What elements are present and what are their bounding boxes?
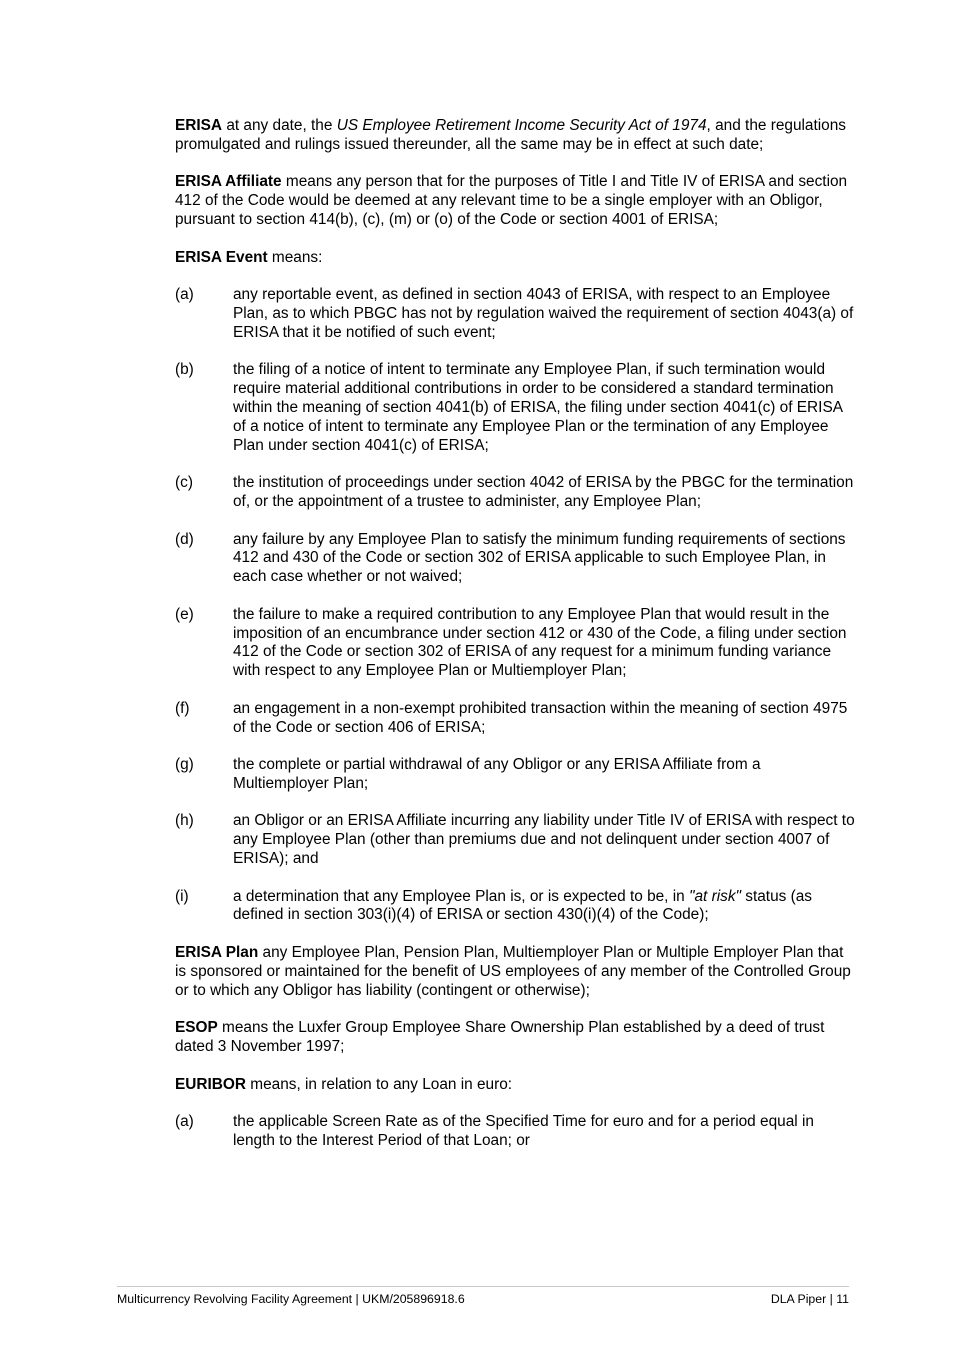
item-label: (a) (175, 286, 194, 304)
item-label: (h) (175, 812, 194, 830)
definition-erisa-event: ERISA Event means: (175, 248, 323, 266)
list-item (175, 756, 855, 794)
definition-euribor: EURIBOR means, in relation to any Loan in euro: (175, 1075, 513, 1093)
definition-erisa: ERISA at any date, the US Employee Retirement Income Security Act of 1974, and the regulations promulgated and rulings issued thereunder, all the same may be in effect at such date; (175, 117, 847, 153)
item-text: the filing of a notice of intent to terminate any Employee Plan, if such termination would require material additional contributions in order to be considered a standard termination within the meaning of section 4041(b) of ERISA, the filing under section 4041(c) of ERISA of a notice of intent to terminate any Employee Plan or the termination of any Employee Plan under section 4041(c) of ERISA; (233, 361, 843, 454)
item-label: (a) (175, 1113, 194, 1131)
item-text: the failure to make a required contribution to any Employee Plan that would result in the imposition of an encumbrance under section 412 or 430 of the Code, a filing under section 412 of the Code or section 302 of ERISA of any request for a minimum funding variance with respect to any Employee Plan or Multiemployer Plan; (233, 605, 847, 680)
item-text: the complete or partial withdrawal of any Obligor or any ERISA Affiliate from a Multiemployer Plan; (233, 756, 761, 792)
term-erisa-affiliate: ERISA Affiliate (175, 173, 282, 191)
document-body (175, 117, 855, 1170)
item-label: (e) (175, 605, 194, 623)
at-risk-term: "at risk" (689, 887, 741, 905)
list-item (175, 700, 855, 738)
footer-divider (117, 1286, 849, 1287)
item-label: (c) (175, 474, 193, 492)
item-text: a determination that any Employee Plan is, or is expected to be, in "at risk" status (as defined in section 303(i)(4) of ERISA or section 430(i)(4) of the Code); (233, 887, 812, 924)
list-item (175, 531, 855, 587)
item-label: (b) (175, 361, 194, 379)
item-label: (i) (175, 887, 189, 905)
item-text: an engagement in a non-exempt prohibited transaction within the meaning of section 4975 of the Code or section 406 of ERISA; (233, 699, 848, 736)
list-item (175, 888, 855, 926)
term-erisa-plan: ERISA Plan (175, 944, 259, 962)
item-text: the institution of proceedings under section 4042 of ERISA by the PBGC for the termination of, or the appointment of a trustee to administer, any Employee Plan; (233, 474, 854, 510)
item-text: any reportable event, as defined in section 4043 of ERISA, with respect to an Employee Plan, as to which PBGC has not by regulation waived the requirement of section 4043(a) of ERISA that it be notified of such event; (233, 286, 854, 341)
footer-document-reference: Multicurrency Revolving Facility Agreement | UKM/205896918.6 (117, 1292, 465, 1306)
list-item (175, 361, 855, 455)
act-name: US Employee Retirement Income Security Act of 1974 (336, 117, 707, 134)
item-label: (d) (175, 530, 194, 548)
term-esop: ESOP (175, 1019, 218, 1037)
item-text: an Obligor or an ERISA Affiliate incurring any liability under Title IV of ERISA with respect to any Employee Plan (other than premiums due and not delinquent under section 4007 of ERISA); and (233, 812, 855, 868)
definition-esop: ESOP means the Luxfer Group Employee Share Ownership Plan established by a deed of trust dated 3 November 1997; (175, 1019, 825, 1056)
list-item (175, 286, 855, 342)
term-erisa: ERISA (175, 117, 223, 134)
item-label: (g) (175, 756, 194, 774)
list-item (175, 812, 855, 868)
footer-page-number: DLA Piper | 11 (770, 1292, 849, 1306)
page-footer (117, 1292, 849, 1307)
list-item (175, 606, 855, 681)
definition-erisa-affiliate: ERISA Affiliate means any person that for the purposes of Title I and Title IV of ERISA and section 412 of the Code would be deemed at any relevant time to be a single employer with an Obligor, pursuant to section 414(b), (c), (m) or (o) of the Code or section 4001 of ERISA; (175, 173, 848, 228)
list-item (175, 474, 855, 512)
term-erisa-event: ERISA Event (175, 248, 268, 266)
list-item (175, 1113, 855, 1151)
term-euribor: EURIBOR (175, 1075, 246, 1093)
definition-erisa-plan: ERISA Plan any Employee Plan, Pension Plan, Multiemployer Plan or Multiple Employer Plan that is sponsored or maintained for the benefit of US employees of any member of the Controlled Group or to which any Obligor has liability (contingent or otherwise); (175, 944, 851, 999)
item-text: any failure by any Employee Plan to satisfy the minimum funding requirements of sections 412 and 430 of the Code or section 302 of ERISA applicable to such Employee Plan, in each case whether or not waived; (233, 530, 846, 586)
item-text: the applicable Screen Rate as of the Specified Time for euro and for a period equal in length to the Interest Period of that Loan; or (233, 1113, 814, 1150)
item-label: (f) (175, 699, 190, 717)
